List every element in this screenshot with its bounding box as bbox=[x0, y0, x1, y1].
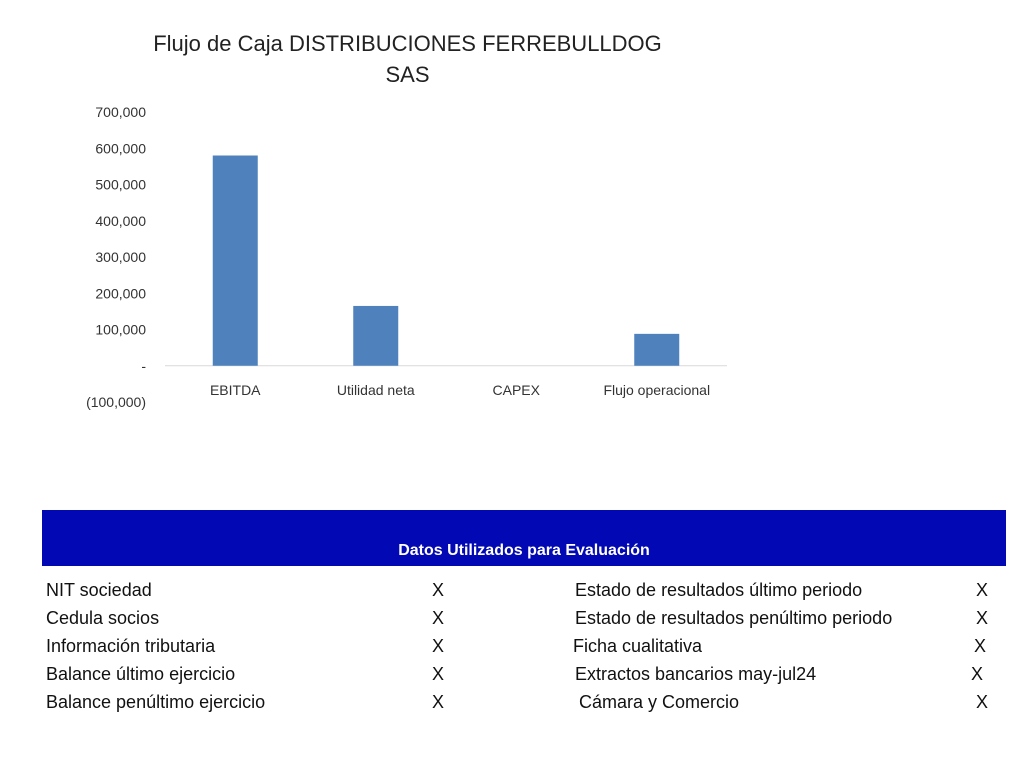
table-row bbox=[42, 576, 1006, 604]
y-tick-label: 100,000 bbox=[95, 321, 146, 338]
bar bbox=[634, 334, 679, 366]
right-item-label: Extractos bancarios may-jul24 bbox=[575, 664, 817, 684]
right-item-check: X bbox=[976, 608, 989, 628]
left-item-label: Cedula socios bbox=[46, 608, 160, 628]
left-item-check: X bbox=[432, 608, 445, 628]
data-table bbox=[42, 510, 1006, 716]
y-tick-label: (100,000) bbox=[86, 394, 146, 410]
table-row bbox=[42, 688, 1006, 716]
x-tick-label: EBITDA bbox=[209, 381, 261, 398]
left-item-label: Balance último ejercicio bbox=[46, 664, 236, 684]
table-row bbox=[42, 660, 1006, 688]
right-item-label: Estado de resultados último periodo bbox=[575, 580, 863, 600]
y-tick-label: 500,000 bbox=[95, 176, 146, 193]
left-item-check: X bbox=[432, 580, 445, 600]
right-item-check: X bbox=[971, 664, 984, 684]
y-tick-label: 400,000 bbox=[95, 212, 146, 229]
y-tick-label: 200,000 bbox=[95, 285, 146, 302]
right-item-check: X bbox=[974, 636, 987, 656]
y-tick-label: - bbox=[141, 357, 146, 374]
left-item-label: Balance penúltimo ejercicio bbox=[46, 692, 266, 712]
left-item-check: X bbox=[432, 692, 445, 712]
left-item-check: X bbox=[432, 636, 445, 656]
right-item-label: Ficha cualitativa bbox=[573, 636, 703, 656]
y-tick-label: 700,000 bbox=[95, 104, 146, 120]
table-header: Datos Utilizados para Evaluación bbox=[42, 510, 1006, 566]
y-tick-label: 300,000 bbox=[95, 249, 146, 265]
bar bbox=[353, 306, 398, 366]
right-item-label: Estado de resultados penúltimo periodo bbox=[575, 608, 893, 628]
y-tick-label: 600,000 bbox=[95, 140, 146, 157]
left-item-label: NIT sociedad bbox=[46, 580, 152, 600]
chart-title: Flujo de Caja DISTRIBUCIONES FERREBULLDOG SAS bbox=[153, 31, 662, 87]
table-row bbox=[42, 604, 1006, 632]
right-item-check: X bbox=[976, 692, 989, 712]
left-item-label: Información tributaria bbox=[46, 636, 216, 656]
bar bbox=[213, 156, 258, 366]
x-tick-label: Utilidad neta bbox=[336, 381, 415, 398]
left-item-check: X bbox=[432, 664, 445, 684]
table-row bbox=[42, 632, 1006, 660]
bar-chart bbox=[0, 90, 760, 430]
x-tick-label: Flujo operacional bbox=[603, 381, 711, 398]
right-item-check: X bbox=[976, 580, 989, 600]
table-rows bbox=[42, 566, 1006, 716]
x-tick-label: CAPEX bbox=[492, 381, 540, 398]
right-item-label: Cámara y Comercio bbox=[579, 692, 740, 712]
